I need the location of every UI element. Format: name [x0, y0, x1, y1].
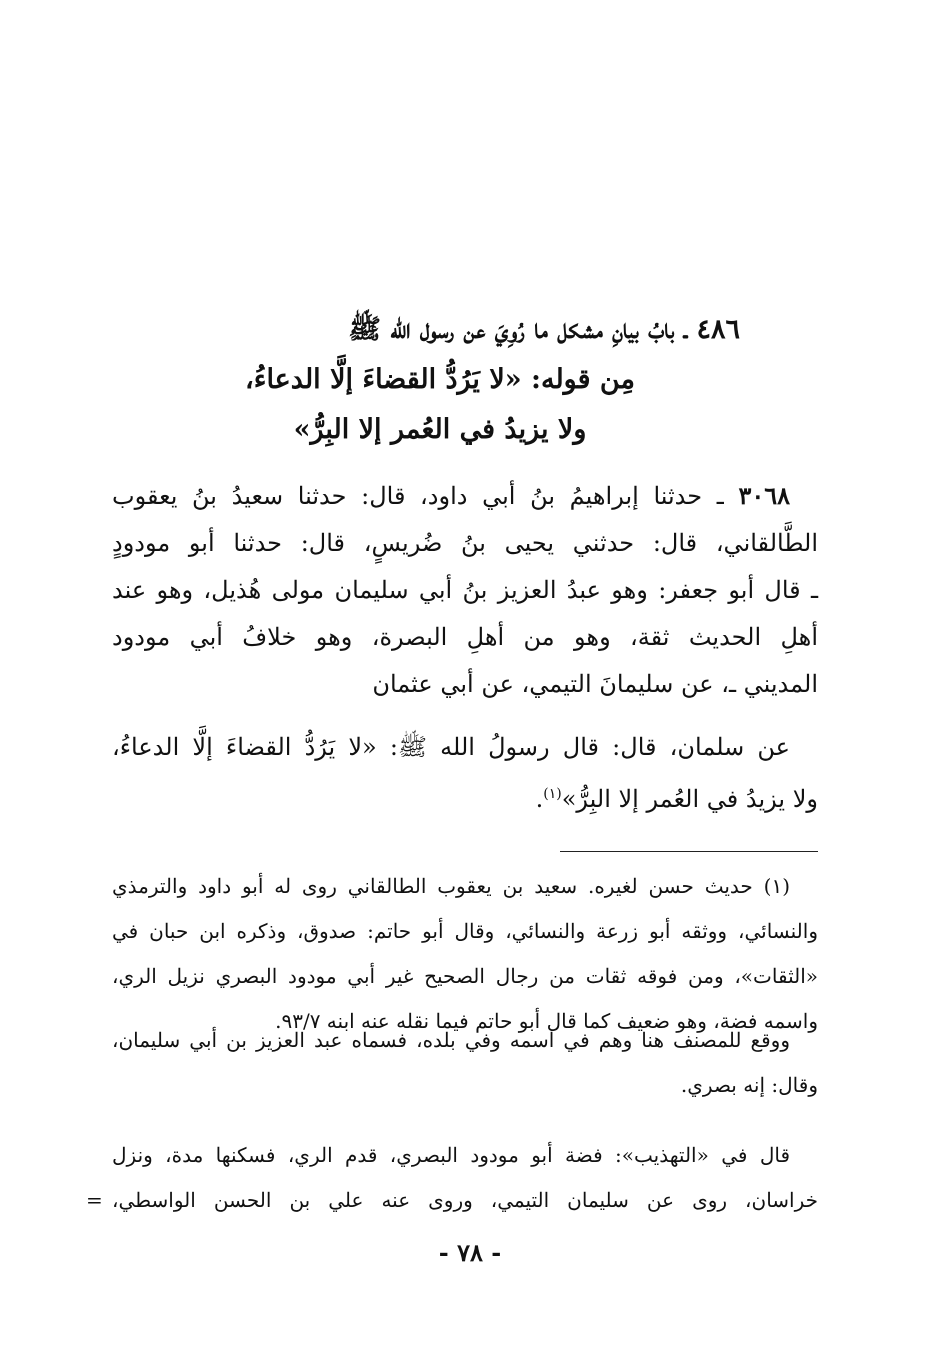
footnote-1-paragraph-3 — [112, 1133, 818, 1223]
footnote-continuation-mark: = — [86, 1188, 103, 1212]
hadith-isnad-paragraph — [112, 472, 818, 708]
hadith-line-2: الطَّالقاني، قال: حدثني يحيى بنُ ضُريسٍ، قال: حدثنا أبو مودودٍ — [112, 529, 818, 557]
footnote-1 — [112, 864, 818, 1044]
footnote-3-line-2: خراسان، روى عن سليمان التيمي، وروى عنه علي بن الحسن الواسطي، — [112, 1188, 818, 1212]
chapter-title-line-1: ٤٨٦ ـ بابُ بيانِ مشكل ما رُوِيَ عن رسول الله ﷺ — [348, 314, 740, 345]
hadith-number: ٣٠٦٨ — [738, 481, 791, 510]
footnote-2-line-1 — [112, 1018, 818, 1063]
hadith-line-1-text: ـ حدثنا إبراهيمُ بنُ أبي داود، قال: حدثنا سعيدُ بنُ يعقوب — [112, 482, 724, 510]
hadith-line-5: المديني ـ، عن سليمانَ التيمي، عن أبي عثمان — [372, 670, 818, 698]
footnote-3-line-1-text: قال في «التهذيب»: فضة أبو مودود البصري، قدم الري، فسكنها مدة، ونزل — [112, 1143, 790, 1167]
hadith-line-4: أهلِ الحديث ثقة، وهو من أهلِ البصرة، وهو خلافُ أبي مودود — [112, 623, 818, 651]
footnote-1-line-3: «الثقات»، ومن فوقه ثقات من رجال الصحيح غير أبي مودود البصري نزيل الري، — [112, 964, 818, 988]
hadith-line-7-text: ولا يزيدُ في العُمر إلا البِرُّ» — [561, 785, 818, 813]
footnote-reference: (١) — [543, 786, 562, 802]
hadith-line-3: ـ قال أبو جعفر: وهو عبدُ العزيز بنُ أبي سليمان مولى هُذيل، وهو عند — [112, 576, 818, 604]
chapter-title-line-3: ولا يزيدُ في العُمر إلا البِرُّ» — [293, 414, 587, 445]
footnote-1-line-2: والنسائي، ووثقه أبو زرعة والنسائي، وقال أبو حاتم: صدوق، وذكره ابن حبان في — [112, 919, 818, 943]
hadith-matn-paragraph — [112, 724, 818, 823]
footnote-1-paragraph-2 — [112, 1018, 818, 1108]
footnote-separator — [560, 851, 818, 852]
hadith-line-1 — [112, 472, 818, 520]
footnote-1-line-1-text: (١) حديث حسن لغيره. سعيد بن يعقوب الطالقاني روى له أبو داود والترمذي — [112, 874, 790, 898]
hadith-line-6-text: عن سلمان، قال: قال رسولُ الله ﷺ: «لا يَرُدُّ القضاءَ إلَّا الدعاءُ، — [112, 733, 790, 761]
chapter-title-line-2: مِن قوله: «لا يَرُدُّ القضاءَ إلَّا الدعاءُ، — [245, 364, 635, 395]
footnote-1-line-4: واسمه فضة، وهو ضعيف كما قال أبو حاتم فيما نقله عنه ابنه ٩٣/٧. — [275, 1009, 818, 1033]
footnote-2-line-2: وقال: إنه بصري. — [680, 1073, 818, 1097]
hadith-end-mark: . — [535, 785, 544, 813]
page-number: - ٧٨ - — [438, 1238, 502, 1267]
footnote-2-line-1-text: ووقع للمصنف هنا وهم في اسمه وفي بلده، فسماه عبد العزيز بن أبي سليمان، — [112, 1028, 790, 1052]
chapter-heading — [140, 305, 740, 455]
hadith-line-7 — [112, 771, 818, 823]
hadith-line-6 — [112, 724, 818, 771]
footnote-3-line-1 — [112, 1133, 818, 1178]
footnote-1-line-1 — [112, 864, 818, 909]
